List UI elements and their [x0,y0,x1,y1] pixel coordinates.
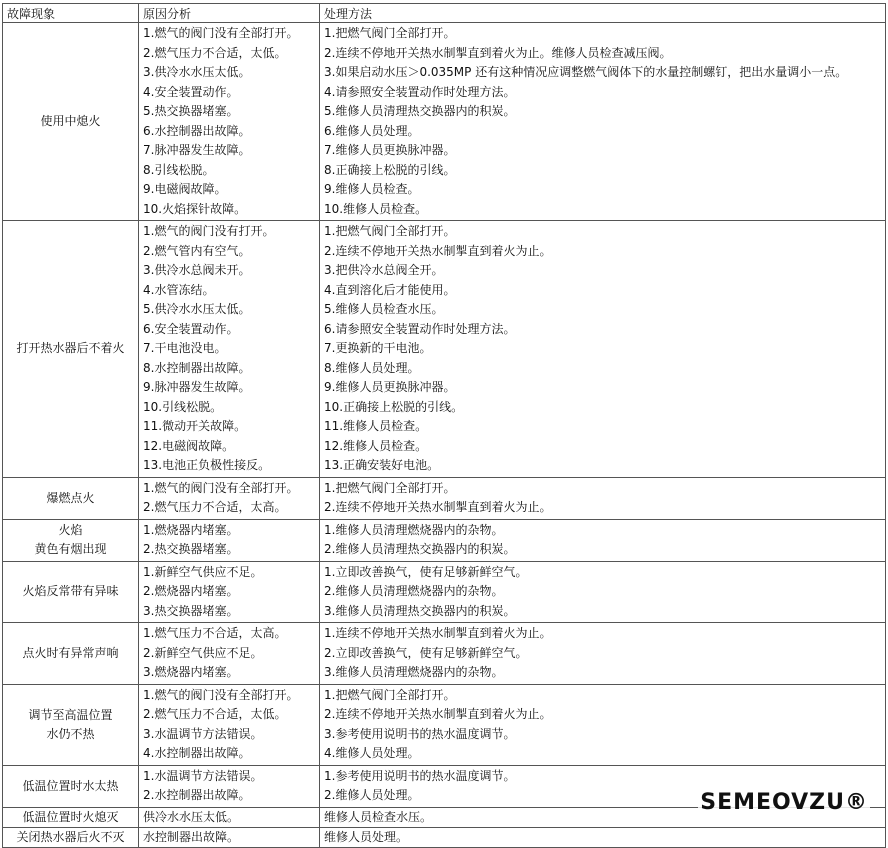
solution-item: 3.维修人员清理燃烧器内的杂物。 [324,665,504,679]
cause-item: 9.脉冲器发生故障。 [143,380,251,394]
symptom-text: 黄色有烟出现 [34,542,107,556]
solution-item: 2.连续不停地开关热水制掣直到着火为止。 [324,707,552,721]
cause-cell [139,477,320,519]
cause-item: 2.燃气压力不合适，太高。 [143,500,287,514]
cause-item: 3.供冷水总阀未开。 [143,263,251,277]
symptom-cell [3,561,139,623]
cause-cell [139,807,320,827]
cause-item: 3.供冷水水压太低。 [143,65,251,79]
symptom-text: 点火时有异常声响 [22,645,119,660]
solution-item: 11.维修人员检查。 [324,419,428,433]
solution-item: 5.维修人员清理热交换器内的积炭。 [324,104,516,118]
symptom-cell [3,519,139,561]
symptom-text: 调节至高温位置 [28,707,113,722]
cause-item: 8.水控制器出故障。 [143,360,251,375]
cause-item: 3.燃烧器内堵塞。 [143,665,239,679]
cause-cell [139,221,320,478]
cause-item: 9.电磁阀故障。 [143,182,227,196]
cause-item: 水控制器出故障。 [143,830,240,844]
solution-item: 2.维修人员清理燃烧器内的杂物。 [324,584,504,598]
solution-item: 1.参考使用说明书的热水温度调节。 [324,768,516,783]
solution-item: 1.把燃气阀门全部打开。 [324,687,456,702]
solution-item: 1.立即改善换气，使有足够新鲜空气。 [324,564,528,579]
cause-item: 8.引线松脱。 [143,162,215,177]
solution-item: 2.连续不停地开关热水制掣直到着火为止。 [324,243,552,258]
solution-cell [320,623,886,685]
table-row [3,221,886,478]
symptom-text: 低温位置时水太热 [22,778,119,793]
cause-item: 12.电磁阀故障。 [143,438,235,453]
solution-item: 9.维修人员更换脉冲器。 [324,380,456,394]
solution-item: 10.维修人员检查。 [324,201,428,216]
cause-item: 2.燃烧器内堵塞。 [143,584,239,598]
symptom-text: 使用中熄火 [40,114,101,128]
solution-item: 3.参考使用说明书的热水温度调节。 [324,726,516,741]
table-row [3,827,886,847]
cause-cell [139,765,320,807]
table-row [3,477,886,519]
solution-item: 1.把燃气阀门全部打开。 [324,26,456,40]
cause-item: 4.水管冻结。 [143,282,215,297]
solution-item: 8.维修人员处理。 [324,360,420,375]
solution-item: 6.维修人员处理。 [324,123,420,138]
solution-item: 4.请参照安全装置动作时处理方法。 [324,84,516,99]
symptom-cell [3,23,139,221]
cause-item: 5.热交换器堵塞。 [143,104,239,118]
cause-cell [139,519,320,561]
cause-item: 1.燃气的阀门没有全部打开。 [143,480,299,495]
table-header [3,4,886,23]
cause-cell [139,623,320,685]
cause-item: 2.燃气压力不合适，太低。 [143,45,287,60]
cause-cell [139,23,320,221]
cause-item: 11.微动开关故障。 [143,419,247,433]
solution-item: 6.请参照安全装置动作时处理方法。 [324,321,516,336]
solution-item: 2.维修人员处理。 [324,788,420,802]
table-row [3,23,886,221]
cause-item: 1.燃气的阀门没有全部打开。 [143,26,299,40]
symptom-cell [3,623,139,685]
cause-item: 10.引线松脱。 [143,399,223,414]
cause-item: 2.燃气管内有空气。 [143,243,251,258]
solution-cell [320,23,886,221]
solution-item: 2.连续不停地开关热水制掣直到着火为止。 [324,500,552,514]
solution-item: 维修人员检查水压。 [324,810,433,824]
solution-item: 7.维修人员更换脉冲器。 [324,143,456,157]
solution-cell [320,561,886,623]
cause-item: 6.水控制器出故障。 [143,123,251,138]
symptom-text: 水仍不热 [46,726,95,741]
table-body [3,23,886,848]
solution-item: 4.维修人员处理。 [324,746,420,760]
solution-item: 9.维修人员检查。 [324,182,420,196]
solution-item: 1.维修人员清理燃烧器内的杂物。 [324,522,504,537]
solution-cell [320,221,886,478]
cause-cell [139,827,320,847]
solution-item: 维修人员处理。 [324,830,409,844]
header-symptom: 故障现象 [3,4,139,23]
troubleshooting-table [2,3,886,848]
symptom-cell [3,221,139,478]
cause-item: 2.热交换器堵塞。 [143,542,239,556]
cause-item: 1.新鲜空气供应不足。 [143,564,263,579]
solution-item: 2.连续不停地开关热水制掣直到着火为止。维修人员检查减压阀。 [324,45,672,60]
solution-cell [320,827,886,847]
cause-item: 3.热交换器堵塞。 [143,603,239,618]
symptom-text: 火焰 [58,523,83,537]
cause-item: 2.燃气压力不合适，太低。 [143,707,287,721]
cause-item: 10.火焰探针故障。 [143,201,247,216]
symptom-cell [3,807,139,827]
cause-item: 供冷水水压太低。 [143,810,240,824]
solution-item: 2.立即改善换气，使有足够新鲜空气。 [324,645,528,660]
cause-item: 5.供冷水水压太低。 [143,302,251,316]
table-row [3,684,886,765]
cause-cell [139,561,320,623]
cause-item: 2.水控制器出故障。 [143,788,251,802]
symptom-text: 关闭热水器后火不灭 [16,829,125,844]
watermark: SEMEOVZU® [700,790,868,815]
symptom-text: 爆燃点火 [46,490,95,505]
symptom-text: 打开热水器后不着火 [16,341,125,356]
cause-cell [139,684,320,765]
solution-item: 3.维修人员清理热交换器内的积炭。 [324,603,516,618]
cause-item: 13.电池正负极性接反。 [143,458,271,472]
solution-item: 1.把燃气阀门全部打开。 [324,224,456,238]
cause-item: 3.水温调节方法错误。 [143,726,263,741]
solution-item: 12.维修人员检查。 [324,438,428,453]
cause-item: 2.新鲜空气供应不足。 [143,645,263,660]
symptom-cell [3,765,139,807]
solution-item: 3.把供冷水总阀全开。 [324,263,444,277]
table-row [3,561,886,623]
symptom-text: 火焰反常带有异味 [22,584,119,599]
solution-item: 3.如果启动水压＞0.035MP 还有这种情况应调整燃气阀体下的水量控制螺钉，把出水量调小一点。 [324,65,848,79]
cause-item: 1.水温调节方法错误。 [143,768,263,783]
solution-item: 4.直到溶化后才能使用。 [324,282,456,297]
cause-item: 4.安全装置动作。 [143,84,239,99]
solution-item: 10.正确接上松脱的引线。 [324,399,464,414]
cause-item: 1.燃气的阀门没有全部打开。 [143,687,299,702]
table-row [3,623,886,685]
symptom-text: 低温位置时火熄灭 [22,809,119,824]
solution-item: 5.维修人员检查水压。 [324,302,444,316]
solution-item: 1.连续不停地开关热水制掣直到着火为止。 [324,626,552,640]
cause-item: 7.干电池没电。 [143,341,227,355]
cause-item: 1.燃烧器内堵塞。 [143,522,239,537]
solution-cell [320,477,886,519]
solution-cell [320,684,886,765]
cause-item: 1.燃气压力不合适，太高。 [143,626,287,640]
header-solution: 处理方法 [320,4,886,23]
solution-item: 2.维修人员清理热交换器内的积炭。 [324,542,516,556]
symptom-cell [3,684,139,765]
cause-item: 4.水控制器出故障。 [143,746,251,760]
solution-item: 7.更换新的干电池。 [324,341,432,355]
cause-item: 7.脉冲器发生故障。 [143,143,251,157]
solution-item: 1.把燃气阀门全部打开。 [324,480,456,495]
solution-cell [320,519,886,561]
cause-item: 6.安全装置动作。 [143,321,239,336]
cause-item: 1.燃气的阀门没有打开。 [143,224,275,238]
symptom-cell [3,827,139,847]
solution-item: 13.正确安装好电池。 [324,458,440,472]
solution-item: 8.正确接上松脱的引线。 [324,162,456,177]
symptom-cell [3,477,139,519]
header-cause: 原因分析 [139,4,320,23]
table-row [3,519,886,561]
